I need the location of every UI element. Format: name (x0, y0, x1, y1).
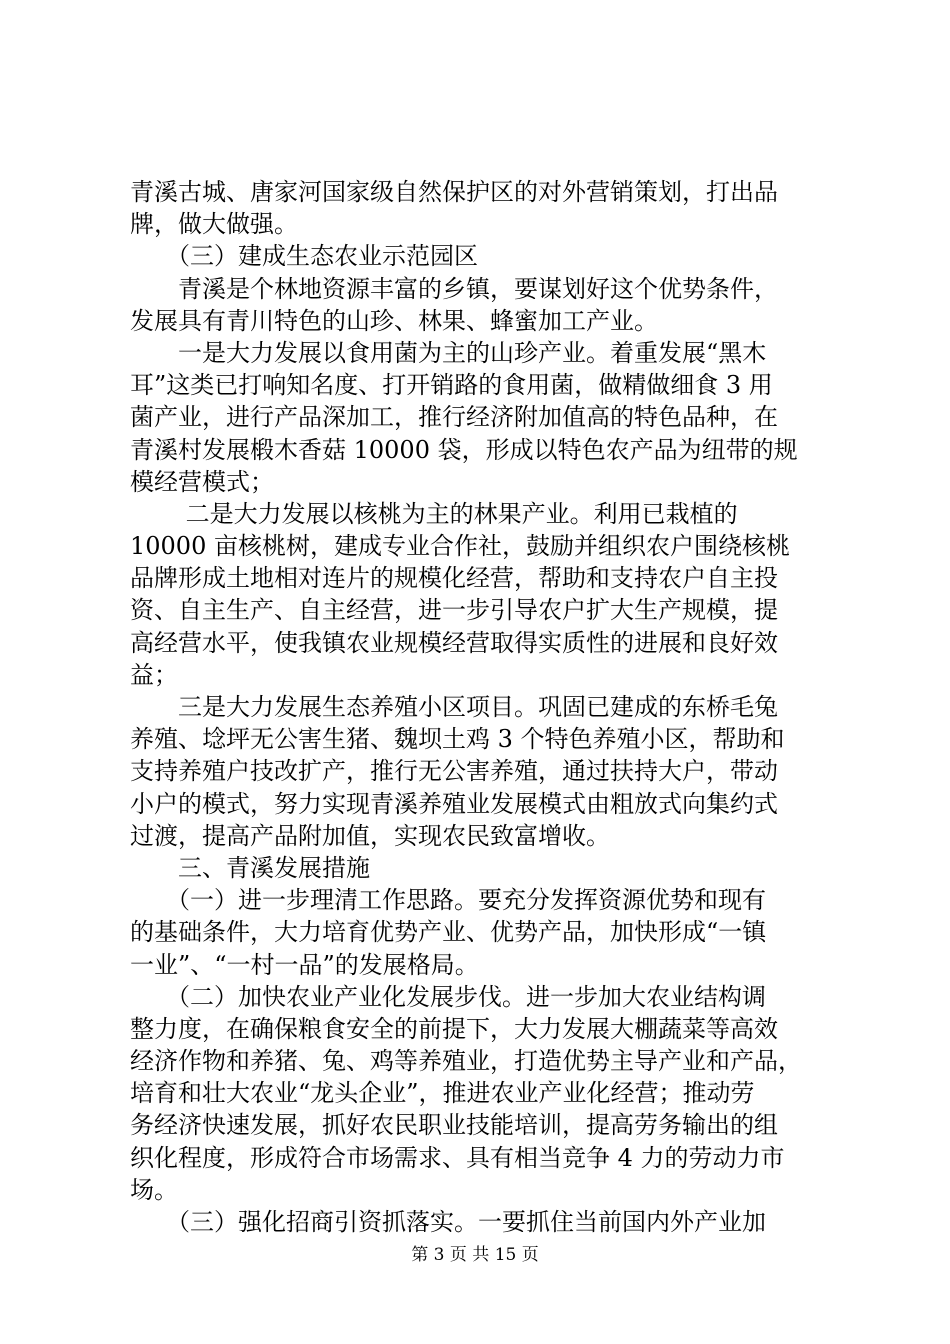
text-line: （一）进一步理清工作思路。要充分发挥资源优势和现有 (130, 886, 766, 915)
text-line: （三）强化招商引资抓落实。一要抓住当前国内外产业加 (130, 1208, 766, 1236)
text-line: 发展具有青川特色的山珍、林果、蜂蜜加工产业。 (130, 306, 658, 335)
text-line: 牌，做大做强。 (130, 210, 298, 239)
body-text (130, 176, 830, 1238)
section-heading: （三）建成生态农业示范园区 (130, 242, 478, 271)
text-line: 织化程度，形成符合市场需求、具有相当竞争 4 力的劳动力市 (130, 1143, 785, 1172)
text-line: 模经营模式； (130, 467, 274, 496)
text-line: 培育和壮大农业“龙头企业”，推进农业产业化经营；推动劳 (130, 1079, 755, 1108)
text-line: 过渡，提高产品附加值，实现农民致富增收。 (130, 821, 610, 850)
page-number-footer: 第 3 页 共 15 页 (411, 1245, 539, 1265)
text-line: 品牌形成土地相对连片的规模化经营，帮助和支持农户自主投 (130, 564, 778, 593)
text-line: 小户的模式，努力实现青溪养殖业发展模式由粗放式向集约式 (130, 789, 778, 818)
text-line: 二是大力发展以核桃为主的林果产业。利用已栽植的 (130, 499, 738, 528)
text-line: 一是大力发展以食用菌为主的山珍产业。着重发展“黑木 (130, 338, 767, 367)
text-line: 青溪古城、唐家河国家级自然保护区的对外营销策划，打出品 (130, 178, 778, 206)
text-line: 青溪村发展椴木香菇 10000 袋，形成以特色农产品为纽带的规 (130, 435, 798, 464)
text-line: 支持养殖户技改扩产，推行无公害养殖，通过扶持大户，带动 (130, 757, 778, 786)
text-line: 整力度，在确保粮食安全的前提下，大力发展大棚蔬菜等高效 (130, 1014, 778, 1043)
text-line: （二）加快农业产业化发展步伐。进一步加大农业结构调 (130, 982, 766, 1011)
text-line: 的基础条件，大力培育优势产业、优势产品，加快形成“一镇 (130, 918, 767, 947)
text-line: 资、自主生产、自主经营，进一步引导农户扩大生产规模，提 (130, 596, 778, 625)
text-line: 场。 (130, 1175, 178, 1204)
text-line: 益； (130, 660, 178, 689)
text-line: 务经济快速发展，抓好农民职业技能培训，提高劳务输出的组 (130, 1111, 778, 1140)
text-line: 经济作物和养猪、兔、鸡等养殖业，打造优势主导产业和产品， (130, 1047, 802, 1076)
text-line: 高经营水平，使我镇农业规模经营取得实质性的进展和良好效 (130, 628, 778, 657)
text-line: 菌产业，进行产品深加工，推行经济附加值高的特色品种，在 (130, 403, 778, 432)
text-line: 养殖、埝坪无公害生猪、魏坝土鸡 3 个特色养殖小区，帮助和 (130, 725, 785, 754)
text-line: 耳”这类已打响知名度、打开销路的食用菌，做精做细食 3 用 (130, 371, 773, 400)
text-line: 一业”、“一村一品”的发展格局。 (130, 950, 479, 979)
text-line: 10000 亩核桃树，建成专业合作社，鼓励并组织农户围绕核桃 (130, 532, 790, 561)
section-heading: 三、青溪发展措施 (130, 853, 370, 882)
text-line: 青溪是个林地资源丰富的乡镇，要谋划好这个优势条件， (130, 274, 778, 303)
text-line: 三是大力发展生态养殖小区项目。巩固已建成的东桥毛兔 (130, 693, 778, 721)
